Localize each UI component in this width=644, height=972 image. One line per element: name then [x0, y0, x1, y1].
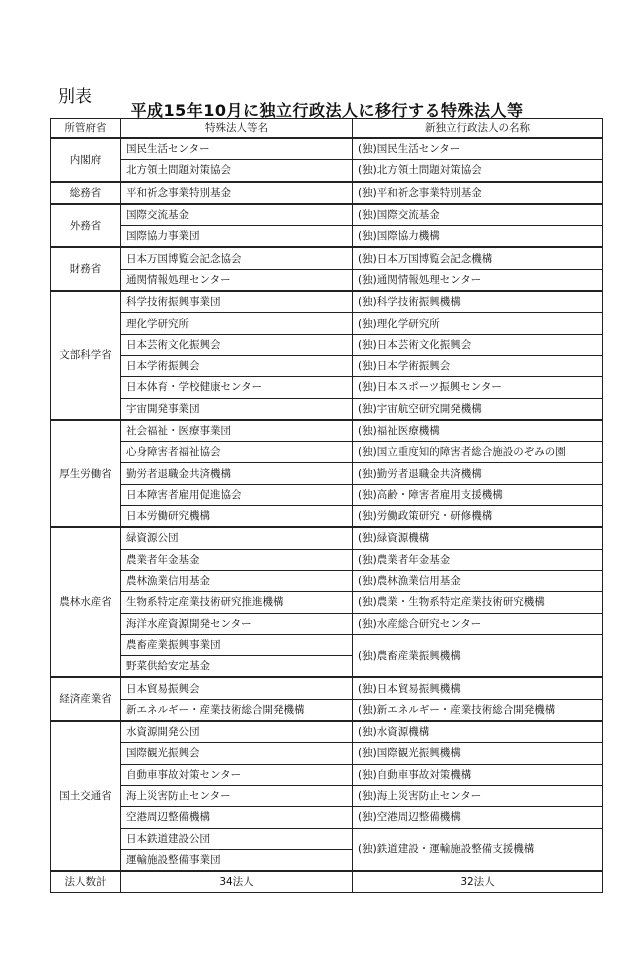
document-title: 平成15年10月に独立行政法人に移行する特殊法人等: [130, 101, 524, 120]
special-corporation-cell: 生物系特定産業技術研究推進機構: [121, 592, 353, 613]
new-corporation-cell: (独)海上災害防止センター: [353, 785, 603, 806]
special-corporation-cell: 日本学術振興会: [121, 355, 353, 376]
new-corporation-cell: (独)通関情報処理センター: [353, 269, 603, 291]
new-corporation-cell: (独)日本芸術文化振興会: [353, 334, 603, 355]
special-corporation-cell: 日本鉄道建設公団: [121, 828, 353, 849]
header-row: [51, 119, 603, 139]
new-corporation-cell: (独)国立重度知的障害者総合施設のぞみの園: [353, 442, 603, 463]
special-corporation-cell: 国民生活センター: [121, 138, 353, 160]
new-corporation-cell: (独)農業者年金基金: [353, 549, 603, 570]
table-row: [51, 420, 603, 442]
new-corporation-cell: (独)日本万国博覧会記念機構: [353, 247, 603, 269]
special-corporation-cell: 野菜供給安定基金: [121, 656, 353, 678]
table-row: [51, 355, 603, 376]
table-row: [51, 764, 603, 785]
new-corporation-cell: (独)農業・生物系特定産業技術研究機構: [353, 592, 603, 613]
table-row: [51, 334, 603, 355]
table-row: [51, 204, 603, 226]
new-corporation-cell: (独)国際協力機構: [353, 226, 603, 248]
ministry-cell: 総務省: [51, 182, 121, 204]
ministry-cell: 財務省: [51, 247, 121, 291]
new-corporation-cell: (独)労働政策研究・研修機構: [353, 506, 603, 528]
special-corporation-cell: 国際観光振興会: [121, 743, 353, 764]
special-corporation-cell: 運輸施設整備事業団: [121, 849, 353, 871]
special-corporation-cell: 勤労者退職金共済機構: [121, 463, 353, 484]
new-corporation-cell: (独)水産総合研究センター: [353, 613, 603, 634]
table-row: [51, 269, 603, 291]
special-corporation-cell: 新エネルギー・産業技術総合開発機構: [121, 699, 353, 721]
new-corporation-cell: (独)理化学研究所: [353, 313, 603, 334]
special-corporation-cell: 海洋水産資源開発センター: [121, 613, 353, 634]
special-corporation-cell: 北方領土問題対策協会: [121, 160, 353, 182]
special-corporation-cell: 国際交流基金: [121, 204, 353, 226]
corporations-table: [50, 118, 603, 893]
new-corporation-cell: (独)日本学術振興会: [353, 355, 603, 376]
table-row: [51, 463, 603, 484]
new-corporation-cell: (独)国際交流基金: [353, 204, 603, 226]
new-corporation-cell: (独)鉄道建設・運輸施設整備支援機構: [353, 828, 603, 871]
special-corporation-cell: 農業者年金基金: [121, 549, 353, 570]
special-corporation-cell: 社会福祉・医療事業団: [121, 420, 353, 442]
special-corporation-cell: 農林漁業信用基金: [121, 570, 353, 591]
header-ministry: 所管府省: [51, 119, 121, 139]
ministry-cell: 内閣府: [51, 138, 121, 182]
new-corporation-cell: (独)勤労者退職金共済機構: [353, 463, 603, 484]
table-row: [51, 743, 603, 764]
document-label: 別表: [58, 87, 92, 107]
table-row: [51, 182, 603, 204]
special-corporation-cell: 日本貿易振興会: [121, 677, 353, 699]
table-row: [51, 592, 603, 613]
ministry-cell: 文部科学省: [51, 291, 121, 420]
special-corporation-cell: 心身障害者福祉協会: [121, 442, 353, 463]
ministry-cell: 外務省: [51, 204, 121, 248]
special-corporation-cell: 自動車事故対策センター: [121, 764, 353, 785]
table-row: [51, 527, 603, 549]
table-row: [51, 807, 603, 828]
totals-new-count: 32法人: [353, 871, 603, 893]
table-row: [51, 677, 603, 699]
ministry-cell: 国土交通省: [51, 721, 121, 871]
table-row: [51, 613, 603, 634]
special-corporation-cell: 日本障害者雇用促進協会: [121, 484, 353, 505]
special-corporation-cell: 日本万国博覧会記念協会: [121, 247, 353, 269]
new-corporation-cell: (独)緑資源機構: [353, 527, 603, 549]
table-row: [51, 721, 603, 743]
special-corporation-cell: 平和祈念事業特別基金: [121, 182, 353, 204]
table-row: [51, 377, 603, 398]
special-corporation-cell: 農畜産業振興事業団: [121, 634, 353, 655]
special-corporation-cell: 空港周辺整備機構: [121, 807, 353, 828]
header-new-corporation: 新独立行政法人の名称: [353, 119, 603, 139]
table-row: [51, 442, 603, 463]
table-row: [51, 398, 603, 420]
new-corporation-cell: (独)科学技術振興機構: [353, 291, 603, 313]
table-row: [51, 247, 603, 269]
special-corporation-cell: 日本芸術文化振興会: [121, 334, 353, 355]
new-corporation-cell: (独)農畜産業振興機構: [353, 634, 603, 677]
table-row: [51, 785, 603, 806]
header-special-corporation: 特殊法人等名: [121, 119, 353, 139]
new-corporation-cell: (独)国民生活センター: [353, 138, 603, 160]
new-corporation-cell: (独)新エネルギー・産業技術総合開発機構: [353, 699, 603, 721]
special-corporation-cell: 通関情報処理センター: [121, 269, 353, 291]
new-corporation-cell: (独)自動車事故対策機構: [353, 764, 603, 785]
new-corporation-cell: (独)国際観光振興機構: [353, 743, 603, 764]
table-row: [51, 313, 603, 334]
table-row: [51, 291, 603, 313]
ministry-cell: 農林水産省: [51, 527, 121, 677]
table-row: [51, 570, 603, 591]
new-corporation-cell: (独)日本スポーツ振興センター: [353, 377, 603, 398]
new-corporation-cell: (独)福祉医療機構: [353, 420, 603, 442]
ministry-cell: 厚生労働省: [51, 420, 121, 527]
special-corporation-cell: 宇宙開発事業団: [121, 398, 353, 420]
special-corporation-cell: 日本体育・学校健康センター: [121, 377, 353, 398]
new-corporation-cell: (独)宇宙航空研究開発機構: [353, 398, 603, 420]
special-corporation-cell: 海上災害防止センター: [121, 785, 353, 806]
table-row: [51, 138, 603, 160]
table-row: [51, 484, 603, 505]
new-corporation-cell: (独)日本貿易振興機構: [353, 677, 603, 699]
new-corporation-cell: (独)北方領土問題対策協会: [353, 160, 603, 182]
totals-special-count: 34法人: [121, 871, 353, 893]
table-row: [51, 506, 603, 528]
table-row: [51, 699, 603, 721]
table-row: [51, 828, 603, 849]
special-corporation-cell: 緑資源公団: [121, 527, 353, 549]
new-corporation-cell: (独)水資源機構: [353, 721, 603, 743]
ministry-cell: 経済産業省: [51, 677, 121, 721]
new-corporation-cell: (独)高齢・障害者雇用支援機構: [353, 484, 603, 505]
special-corporation-cell: 日本労働研究機構: [121, 506, 353, 528]
special-corporation-cell: 国際協力事業団: [121, 226, 353, 248]
new-corporation-cell: (独)農林漁業信用基金: [353, 570, 603, 591]
table-row: [51, 549, 603, 570]
special-corporation-cell: 水資源開発公団: [121, 721, 353, 743]
table-row: [51, 634, 603, 655]
table-row: [51, 160, 603, 182]
special-corporation-cell: 理化学研究所: [121, 313, 353, 334]
special-corporation-cell: 科学技術振興事業団: [121, 291, 353, 313]
totals-row: [51, 871, 603, 893]
totals-label: 法人数計: [51, 871, 121, 893]
new-corporation-cell: (独)空港周辺整備機構: [353, 807, 603, 828]
table-row: [51, 226, 603, 248]
new-corporation-cell: (独)平和祈念事業特別基金: [353, 182, 603, 204]
